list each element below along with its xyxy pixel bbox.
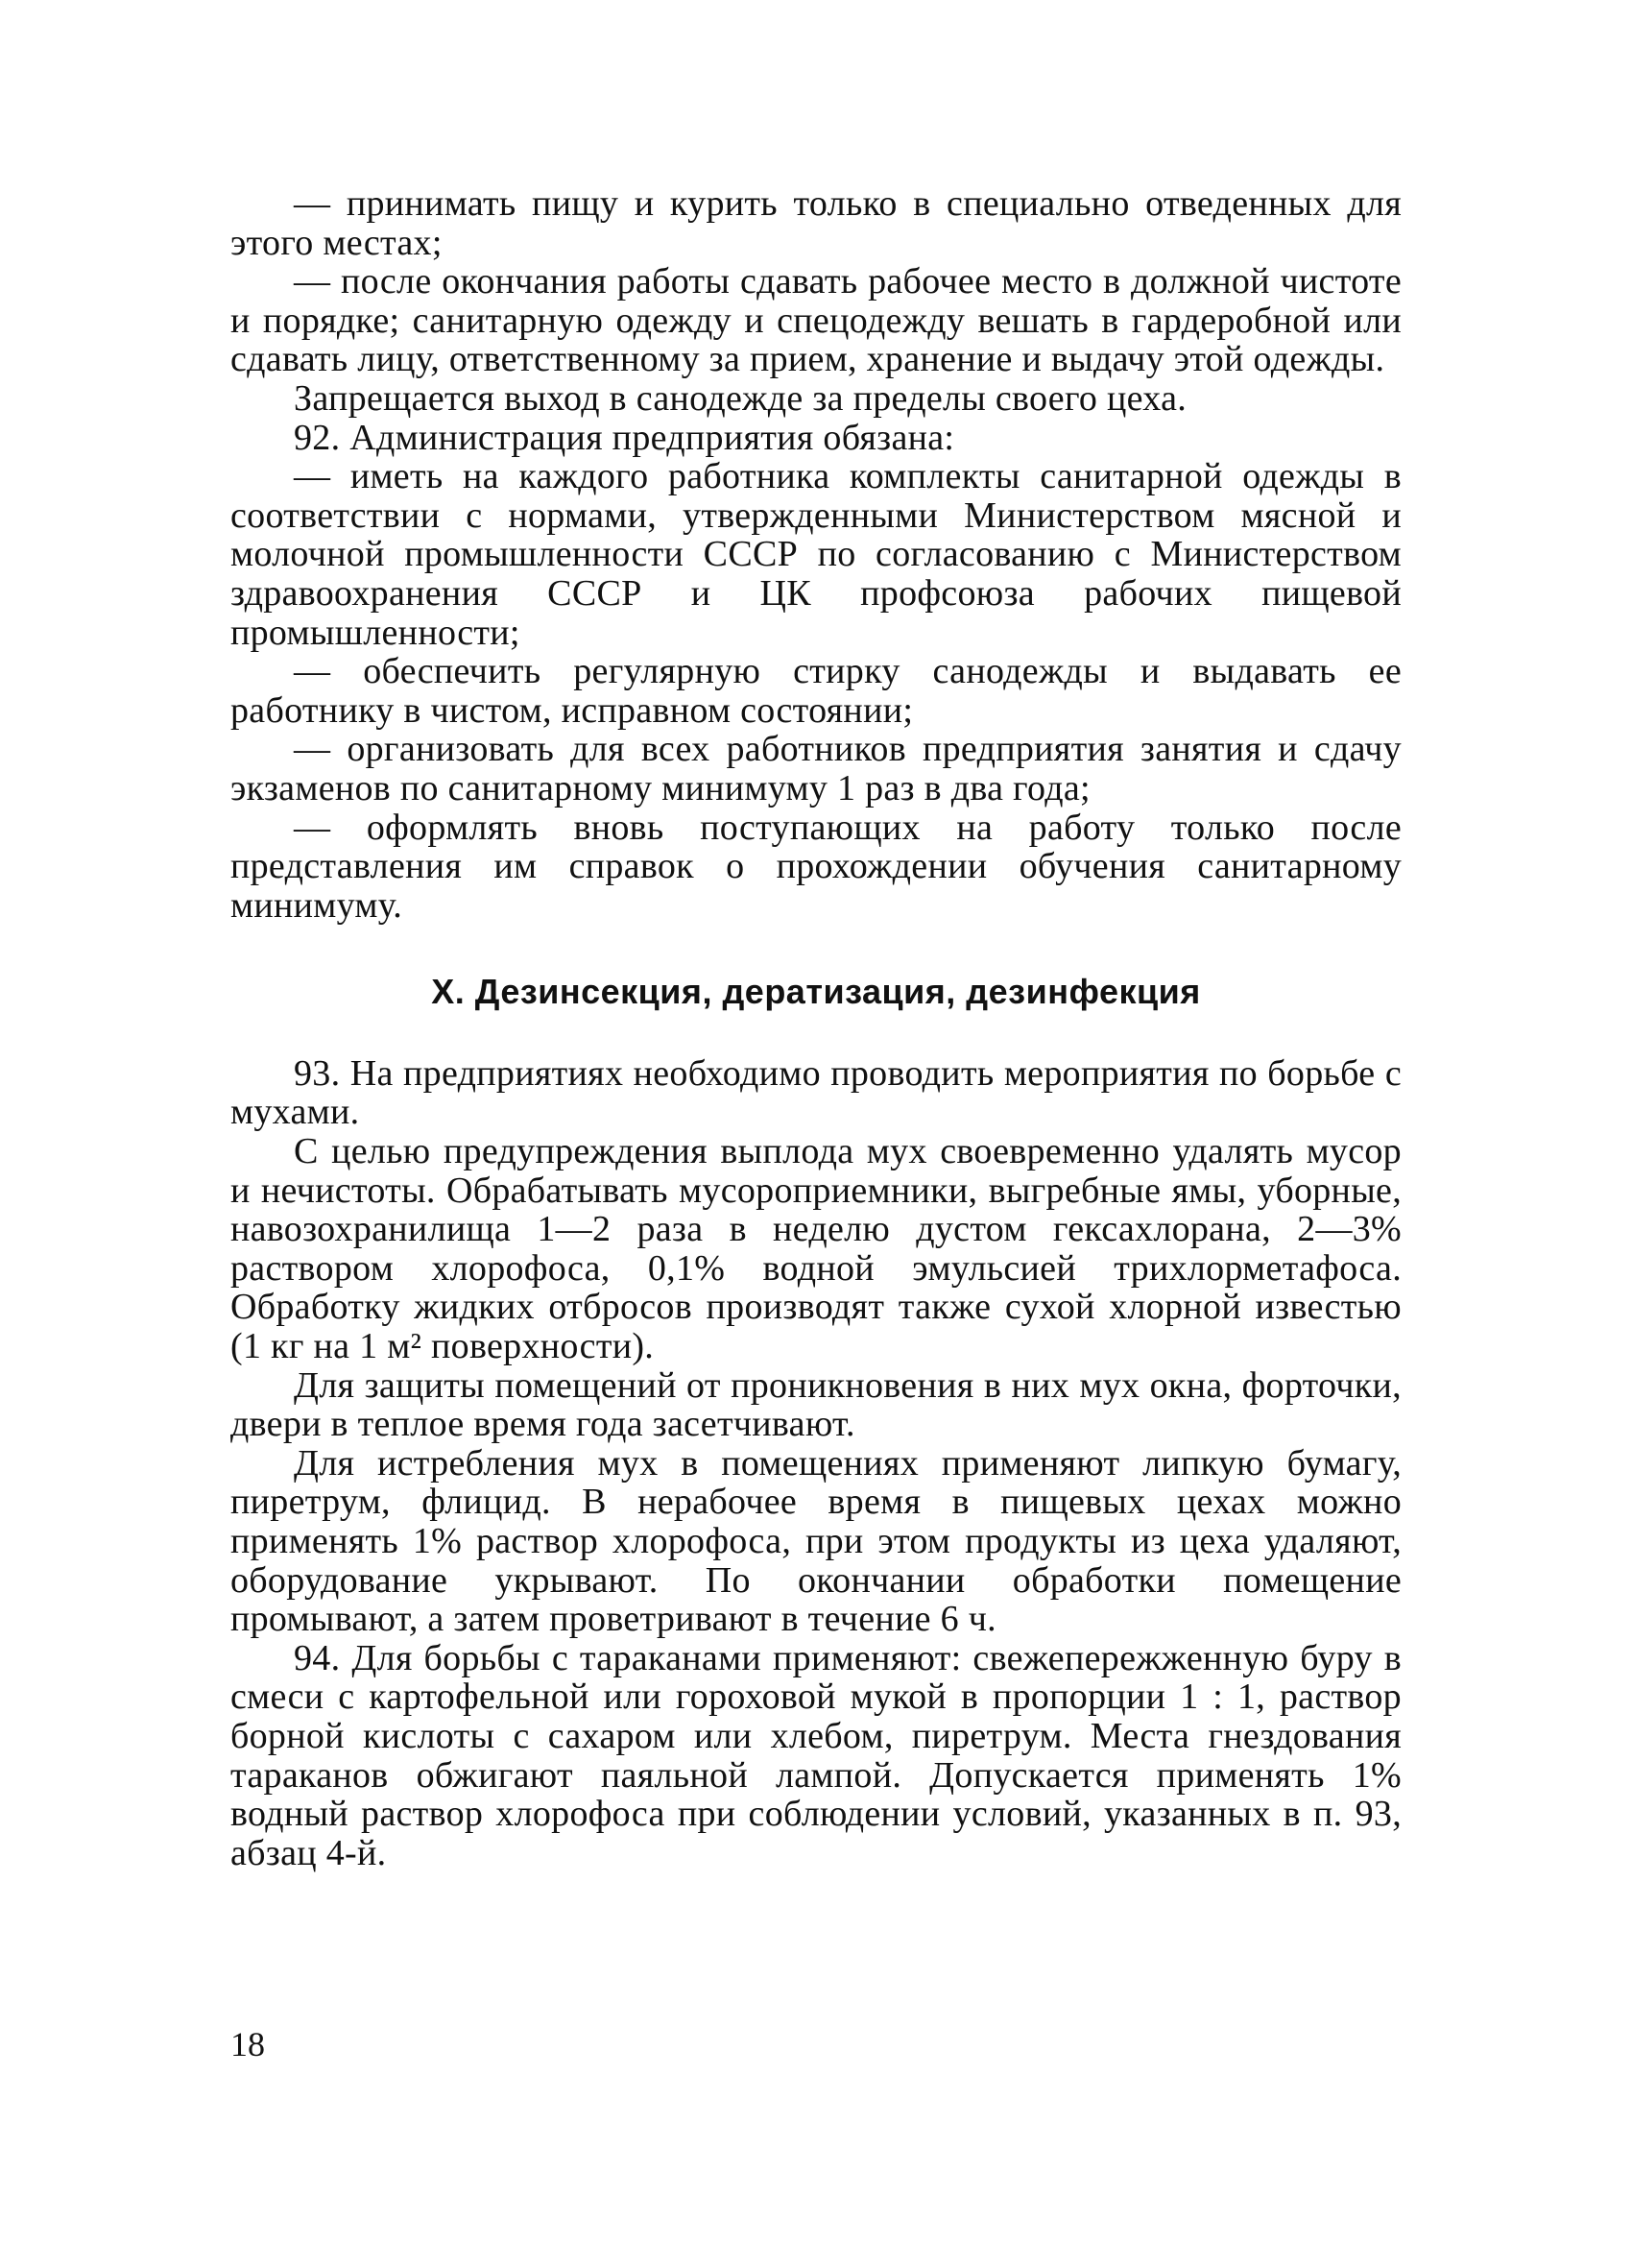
paragraph: — принимать пищу и курить только в специально отведенных для этого местах; <box>230 183 1402 263</box>
paragraph: Запрещается выход в санодежде за пределы своего цеха. <box>294 377 1188 419</box>
page-number: 18 <box>230 2025 265 2063</box>
paragraph: — иметь на каждого работника комплекты санитарной одежды в соответствии с нормами, утвержденными Министерством мясной и молочной промышленности СССР по согласованию с Министерством здравоохранения СССР и ЦК профсоюза рабочих пищевой промышленности; <box>230 456 1402 653</box>
section-heading: X. Дезинсекция, дератизация, дезинфекция <box>431 972 1201 1012</box>
body-text <box>230 184 1402 1872</box>
paragraph: — организовать для всех работников предприятия занятия и сдачу экзаменов по санитарному минимуму 1 раз в два года; <box>230 729 1402 808</box>
paragraph: 92. Администрация предприятия обязана: <box>294 417 955 458</box>
paragraph: — обеспечить регулярную стирку санодежды и выдавать ее работнику в чистом, исправном состоянии; <box>230 651 1402 731</box>
paragraph: 93. На предприятиях необходимо проводить мероприятия по борьбе с мухами. <box>230 1052 1402 1133</box>
paragraph: — оформлять вновь поступающих на работу только после представления им справок о прохождении обучения санитарному минимуму. <box>230 807 1402 926</box>
paragraph: С целью предупреждения выплода мух своевременно удалять мусор и нечистоты. Обрабатывать мусороприемники, выгребные ямы, уборные, навозохранилища 1—2 раза в неделю дустом гексахлорана, 2—3% раствором хлорофоса, 0,1% водной эмульсией трихлорметафоса. Обработку жидких отбросов производят также сухой хлорной известью (1 кг на 1 м² поверхности). <box>230 1131 1402 1367</box>
paragraph: Для защиты помещений от проникновения в них мух окна, форточки, двери в теплое время года засетчивают. <box>230 1364 1402 1445</box>
paragraph: Для истребления мух в помещениях применяют липкую бумагу, пиретрум, флицид. В нерабочее время в пищевых цехах можно применять 1% раствор хлорофоса, при этом продукты из цеха удаляют, оборудование укрывают. По окончании обработки помещение промывают, а затем проветривают в течение 6 ч. <box>230 1442 1402 1640</box>
paragraph: — после окончания работы сдавать рабочее место в должной чистоте и порядке; санитарную одежду и спецодежду вешать в гардеробной или сдавать лицу, ответственному за прием, хранение и выдачу этой одежды. <box>230 261 1402 380</box>
paragraph: 94. Для борьбы с тараканами применяют: свежепережженную буру в смеси с картофельной или гороховой мукой в пропорции 1 : 1, раствор борной кислоты с сахаром или хлебом, пиретрум. Места гнездования тараканов обжигают паяльной лампой. Допускается применять 1% водный раствор хлорофоса при соблюдении условий, указанных в п. 93, абзац 4-й. <box>230 1637 1402 1873</box>
